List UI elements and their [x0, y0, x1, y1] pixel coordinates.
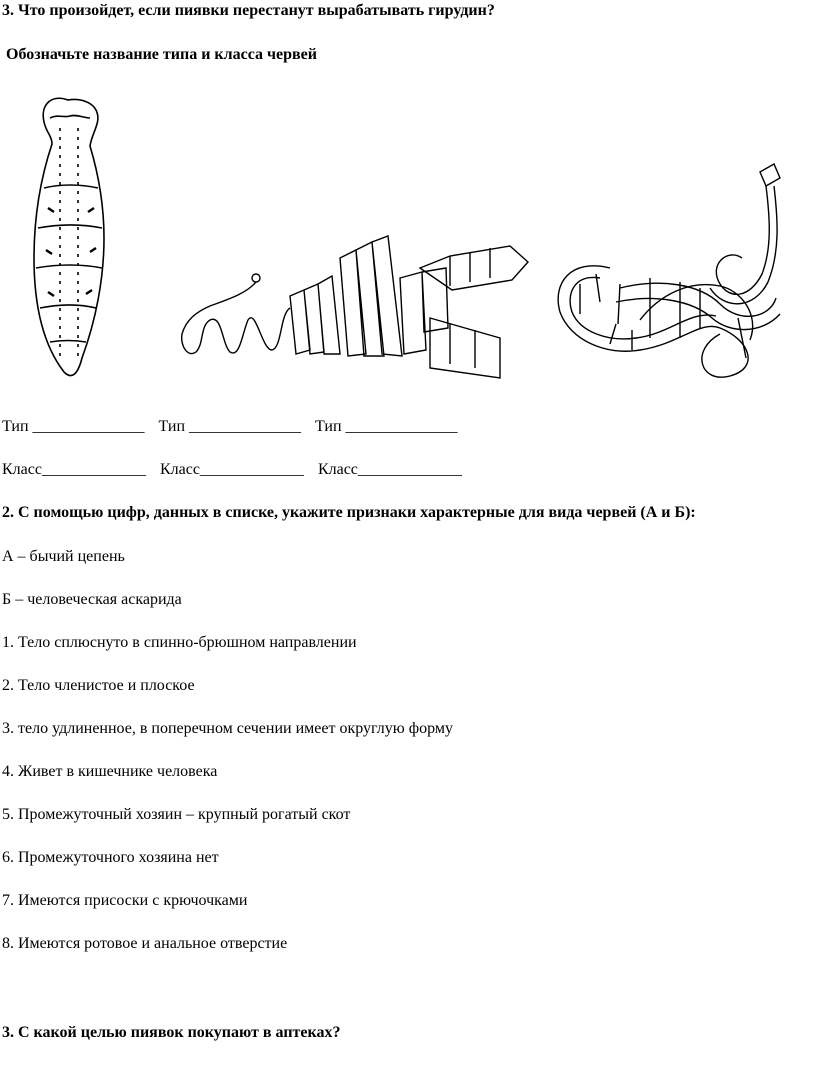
type-blank-3[interactable]: Тип ______________: [315, 418, 458, 435]
species-item: А – бычий цепень: [2, 548, 125, 565]
class-blank-1[interactable]: Класс_____________: [2, 461, 146, 478]
species-item: Б – человеческая аскарида: [2, 591, 182, 608]
feature-item: 5. Промежуточный хозяин – крупный рогатый скот: [2, 806, 351, 823]
type-blank-1[interactable]: Тип ______________: [2, 418, 145, 435]
leech-illustration: [34, 98, 104, 375]
task-title: Обозначьте название типа и класса червей: [6, 46, 317, 63]
worm-illustrations: [0, 88, 816, 388]
feature-item: 4. Живет в кишечнике человека: [2, 763, 218, 780]
feature-item: 7. Имеются присоски с крючочками: [2, 892, 248, 909]
question-2-title: 2. С помощью цифр, данных в списке, укажите признаки характерные для вида червей (А и Б):: [2, 504, 696, 521]
feature-item: 8. Имеются ротовое и анальное отверстие: [2, 935, 288, 952]
feature-item: 1. Тело сплюснуто в спинно-брюшном направлении: [2, 634, 357, 651]
feature-item: 3. тело удлиненное, в поперечном сечении имеет округлую форму: [2, 720, 453, 737]
question-3-title: 3. Что произойдет, если пиявки перестанут вырабатывать гирудин?: [2, 2, 495, 19]
coiled-tapeworm-illustration: [558, 164, 780, 377]
feature-item: 2. Тело членистое и плоское: [2, 677, 195, 694]
type-blank-2[interactable]: Тип ______________: [158, 418, 301, 435]
type-fill-row: [2, 418, 458, 436]
question-3b-title: 3. С какой целью пиявок покупают в аптеках?: [2, 1024, 341, 1041]
feature-item: 6. Промежуточного хозяина нет: [2, 849, 219, 866]
class-blank-2[interactable]: Класс_____________: [159, 461, 304, 478]
class-blank-3[interactable]: Класс_____________: [317, 461, 462, 478]
tapeworm-illustration: [182, 236, 528, 378]
class-fill-row: [2, 461, 462, 479]
